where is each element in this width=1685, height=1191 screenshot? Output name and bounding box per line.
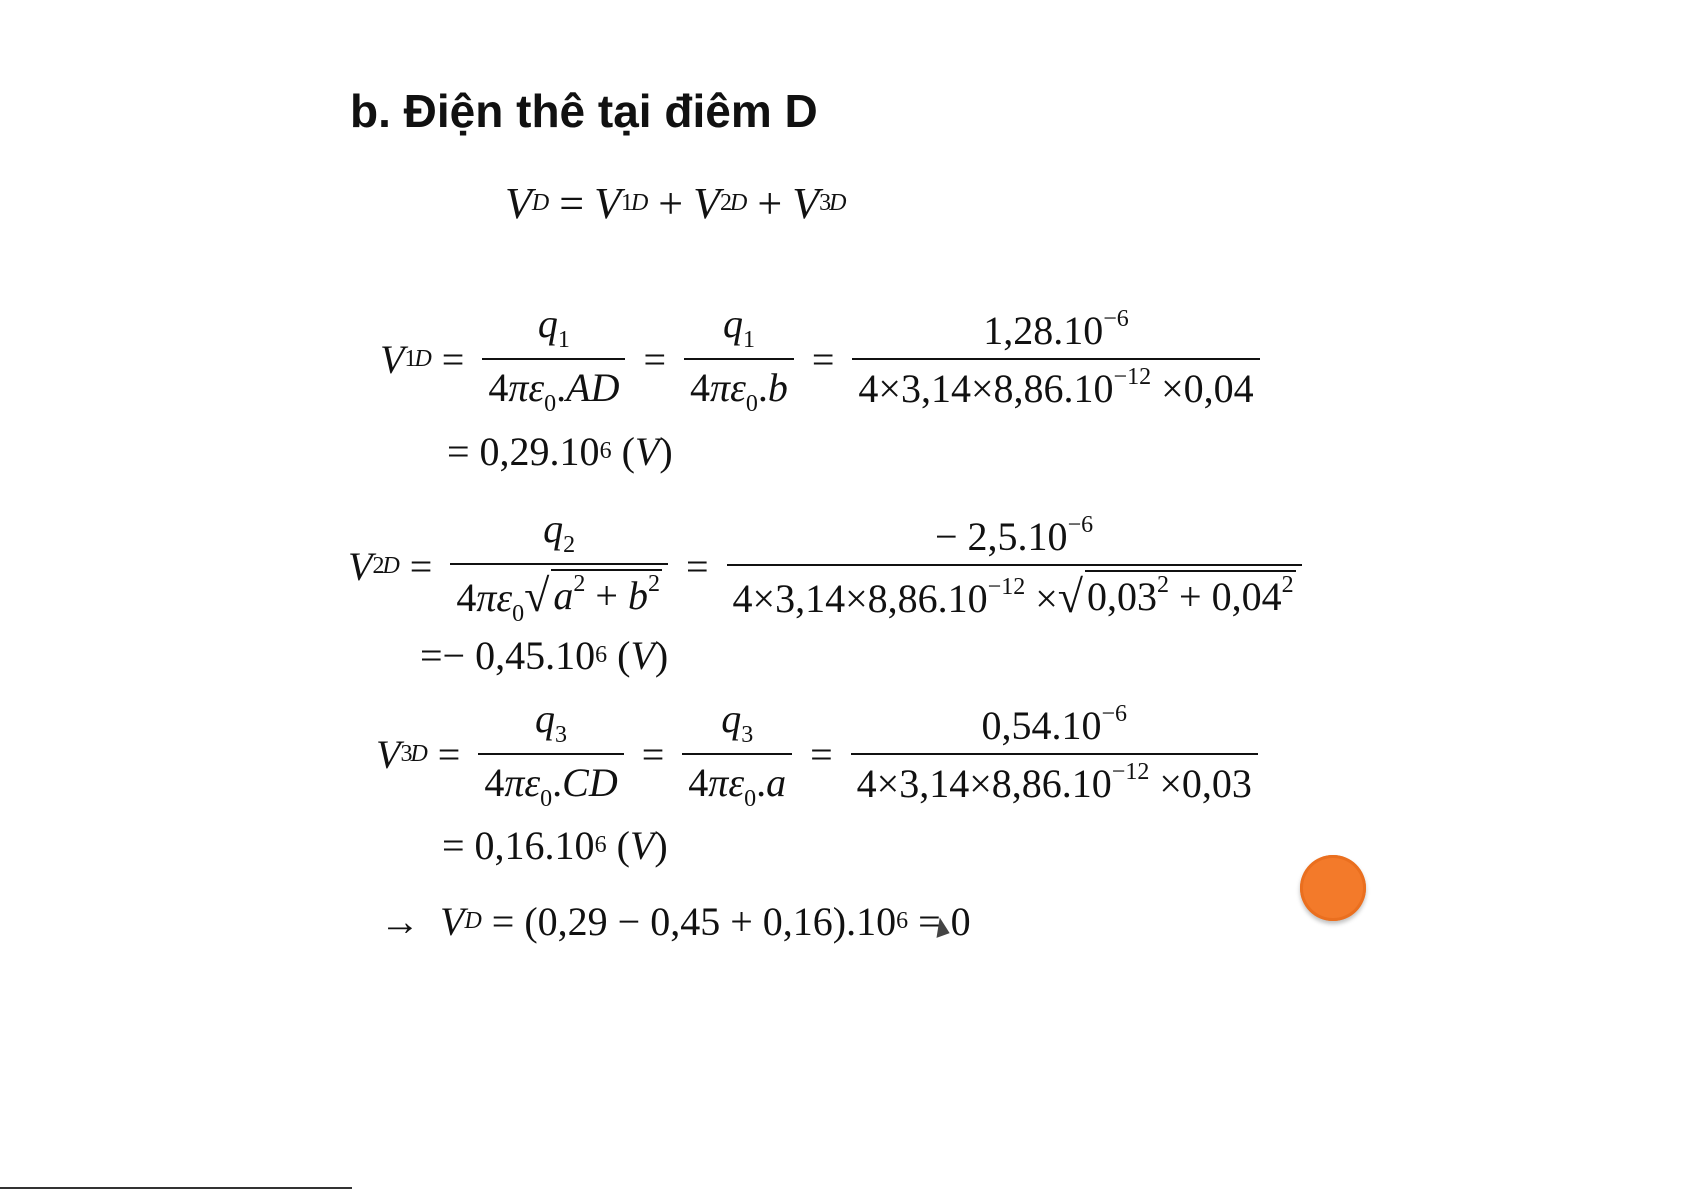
fraction: $\frac{q_1}{4\pi\varepsilon_0.b}$ bbox=[684, 300, 794, 418]
divider bbox=[0, 1187, 352, 1189]
fraction: $\frac{1,28.10^{-6}}{4\times 3,14\times 8,86.10^{-12} \times 0,04}$ bbox=[852, 306, 1259, 412]
fraction: $\frac{q_3}{4\pi\varepsilon_0.CD}$ bbox=[478, 695, 623, 813]
fraction: $\frac{q_3}{4\pi\varepsilon_0.a}$ bbox=[682, 695, 792, 813]
fraction: $q_2$ $4\pi\varepsilon_0$ √ $a^2 + b^2$ bbox=[450, 505, 668, 628]
slide-title: b. Điện thê tại điêm D bbox=[350, 85, 818, 137]
fraction: $\frac{q_1}{4\pi\varepsilon_0.AD}$ bbox=[482, 300, 625, 418]
equation-v3d: V 3 D = $\frac{q_3}{4\pi\varepsilon_0.CD}$ = $\frac{q_3}{4\pi\varepsilon_0.a}$ = $\frac{0,54.10^{-6}}{4\times 3,14\times 8,86.10^{-12} \times 0,03}$ bbox=[376, 695, 1266, 813]
fraction: $\frac{0,54.10^{-6}}{4\times 3,14\times 8,86.10^{-12} \times 0,03}$ bbox=[851, 701, 1258, 807]
laser-pointer-dot-icon bbox=[1300, 855, 1366, 921]
result-v1d: = 0,29.10 6 ( V ) bbox=[447, 429, 673, 474]
equation-vd-sum: V D = V 1 D + V 2 D + V 3 D bbox=[505, 179, 847, 228]
fraction: − $2,5.10^{-6}$ $4\times 3,14\times 8,86.10^{-12}$ × √ $0,03^2 + 0,04^2$ bbox=[727, 512, 1302, 622]
arrow-icon: → bbox=[380, 899, 420, 944]
result-v3d: = 0,16.10 6 ( V ) bbox=[442, 823, 668, 868]
equation-v2d: V 2 D = $q_2$ $4\pi\varepsilon_0$ √ $a^2 + b^2$ = − $2,5.10^{-6}$ $4\times 3,14\times 8,86.10^{-12}$ × √ $0,03^2 + 0,04^2$ bbox=[348, 505, 1310, 628]
final-result: → V D = (0,29 − 0,45 + 0,16).10 6 = 0 bbox=[380, 899, 971, 944]
result-v2d: =− 0,45.10 6 ( V ) bbox=[420, 633, 669, 678]
equation-v1d: V 1 D = $\frac{q_1}{4\pi\varepsilon_0.AD}$ = $\frac{q_1}{4\pi\varepsilon_0.b}$ = $\frac{1,28.10^{-6}}{4\times 3,14\times 8,86.10^{-12} \times 0,04}$ bbox=[380, 300, 1268, 418]
